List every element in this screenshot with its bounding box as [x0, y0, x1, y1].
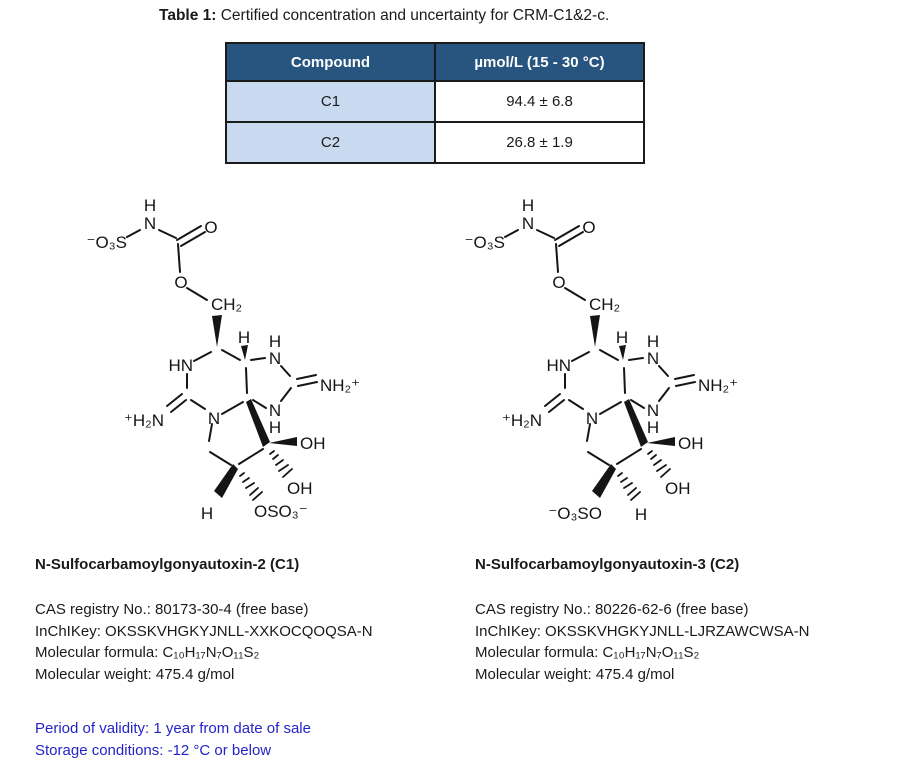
compound-info-c2 [475, 599, 810, 686]
cas-line-c2: CAS registry No.: 80226-62-6 (free base) [475, 601, 749, 618]
weight-line-c2: Molecular weight: 475.4 g/mol [475, 666, 675, 684]
label-sulfamate: ⁻O₃S [464, 233, 505, 252]
validity-storage-note [35, 718, 311, 762]
label-nh-n: N [521, 214, 535, 233]
label-oh1: OH [678, 434, 704, 453]
label-ester-o: O [552, 273, 566, 292]
table-row [226, 122, 644, 163]
label-o3so: ⁻O₃SO [548, 504, 602, 523]
storage-line: Storage conditions: -12 °C or below [35, 742, 272, 759]
table-cell-compound-c2: C2 [226, 122, 435, 163]
label-n7: N [646, 401, 660, 420]
label-carbonyl-o: O [582, 218, 596, 237]
table-caption [159, 7, 609, 25]
label-ring-n: N [585, 409, 599, 428]
label-carbonyl-o: O [204, 218, 218, 237]
label-oh2: OH [287, 479, 313, 498]
label-n7-h: H [646, 418, 660, 437]
label-c11-h: H [634, 505, 648, 524]
cas-line-c1: CAS registry No.: 80173-30-4 (free base) [35, 601, 309, 618]
label-ch2: CH₂ [211, 295, 243, 314]
label-h2n-plus: ⁺H₂N [501, 411, 542, 430]
label-oso3: OSO₃⁻ [254, 502, 308, 521]
hash-bond-h-c2 [618, 473, 640, 500]
label-n5-h: H [268, 332, 282, 351]
wedge-bonds-c2 [590, 315, 675, 498]
label-nh-h: H [521, 196, 535, 215]
wedge-bonds-c1 [212, 315, 297, 498]
hash-bond-oh-c1 [270, 451, 292, 477]
compound-name-c2: N-Sulfocarbamoylgonyautoxin-3 (C2) [475, 556, 740, 573]
hash-bond-oh-c2 [648, 451, 670, 477]
table-caption-label: Table 1: [159, 7, 217, 24]
compound-name-c1: N-Sulfocarbamoylgonyautoxin-2 (C1) [35, 556, 300, 573]
molecule-structure-c1 [30, 188, 380, 528]
label-nh2-plus: NH₂⁺ [698, 376, 739, 395]
label-nh2-plus: NH₂⁺ [320, 376, 361, 395]
formula-line-c2: Molecular formula: C₁₀H₁₇N₇O₁₁S₂ [475, 644, 700, 662]
table-header-compound: Compound [226, 43, 435, 81]
label-ch2: CH₂ [589, 295, 621, 314]
compound-info-c1 [35, 599, 373, 686]
table-row [226, 81, 644, 122]
label-hn: HN [546, 356, 571, 375]
formula-line-c1: Molecular formula: C₁₀H₁₇N₇O₁₁S₂ [35, 644, 260, 662]
table-cell-value-c1: 94.4 ± 6.8 [435, 81, 644, 122]
table-cell-compound-c1: C1 [226, 81, 435, 122]
table-cell-value-c2: 26.8 ± 1.9 [435, 122, 644, 163]
label-n5: N [268, 349, 282, 368]
label-oh1: OH [300, 434, 326, 453]
label-n7: N [268, 401, 282, 420]
validity-line: Period of validity: 1 year from date of sale [35, 720, 311, 737]
table-caption-text: Certified concentration and uncertainty for CRM-C1&2-c. [216, 7, 610, 24]
label-stereo-h: H [237, 328, 251, 347]
label-h2n-plus: ⁺H₂N [123, 411, 164, 430]
molecule-structure-c2 [408, 188, 758, 528]
label-nh-n: N [143, 214, 157, 233]
label-ring-n: N [207, 409, 221, 428]
label-sulfamate: ⁻O₃S [86, 233, 127, 252]
label-nh-h: H [143, 196, 157, 215]
table-header-row [226, 43, 644, 81]
label-oh2: OH [665, 479, 691, 498]
label-n5-h: H [646, 332, 660, 351]
label-hn: HN [168, 356, 193, 375]
weight-line-c1: Molecular weight: 475.4 g/mol [35, 666, 235, 684]
label-c11-h: H [200, 504, 214, 523]
hash-bond-oso3-c1 [240, 473, 262, 500]
label-n7-h: H [268, 418, 282, 437]
label-stereo-h: H [615, 328, 629, 347]
inchikey-line-c2: InChIKey: OKSSKVHGKYJNLL-LJRZAWCWSA-N [475, 622, 810, 640]
label-n5: N [646, 349, 660, 368]
label-ester-o: O [174, 273, 188, 292]
inchikey-line-c1: InChIKey: OKSSKVHGKYJNLL-XXKOCQOQSA-N [35, 622, 373, 640]
table-header-concentration: µmol/L (15 - 30 °C) [435, 43, 644, 81]
certified-concentration-table [225, 42, 645, 164]
